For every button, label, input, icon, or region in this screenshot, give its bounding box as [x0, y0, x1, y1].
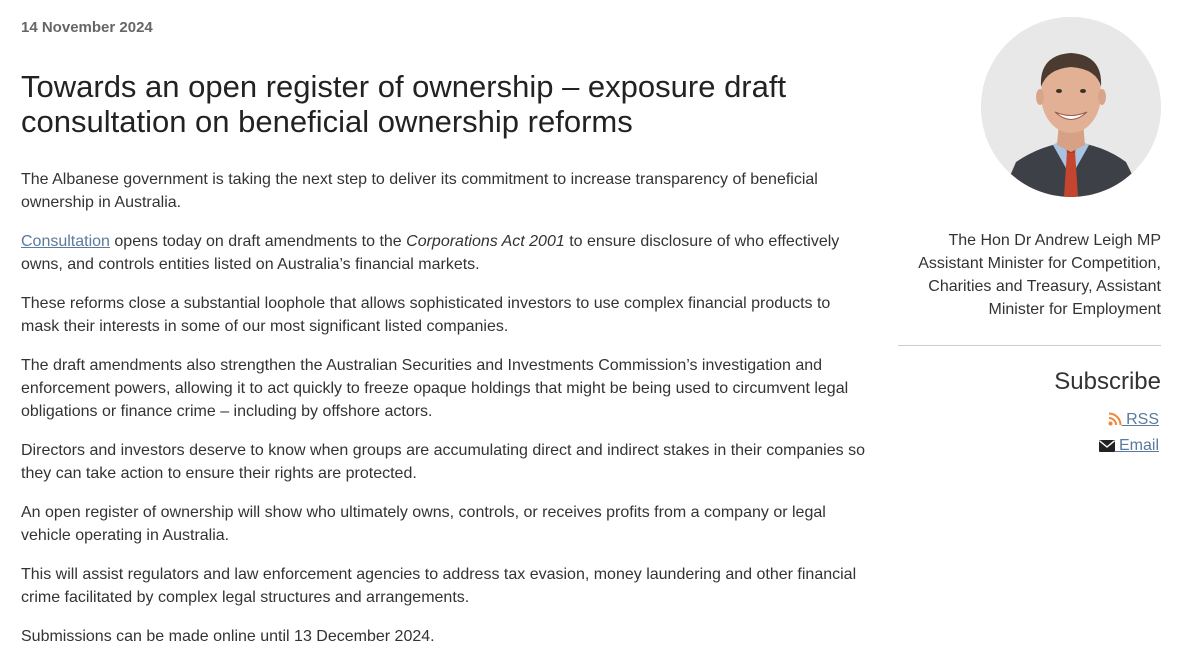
rss-icon: [1108, 412, 1122, 426]
article-body: [21, 168, 871, 648]
page-title: Towards an open register of ownership – exposure draft consultation on beneficial ownership reforms: [21, 69, 787, 139]
rss-label: RSS: [1121, 411, 1159, 428]
divider: [898, 345, 1161, 346]
consultation-link[interactable]: Consultation: [21, 233, 110, 250]
subscribe-heading: Subscribe: [1054, 368, 1161, 395]
rss-link[interactable]: [1099, 407, 1159, 433]
minister-portrait-icon: [981, 17, 1161, 197]
paragraph-3: These reforms close a substantial loophole that allows sophisticated investors to use complex financial products to mask their interests in some of our most significant listed companies.: [21, 295, 831, 335]
minister-name: The Hon Dr Andrew Leigh MP: [948, 232, 1161, 249]
subscribe-links: [1099, 407, 1159, 459]
publish-date: 14 November 2024: [21, 19, 153, 36]
paragraph-6: An open register of ownership will show who ultimately owns, controls, or receives profits from a company or legal vehicle operating in Australia.: [21, 504, 826, 544]
envelope-icon: [1099, 440, 1115, 452]
paragraph-7: This will assist regulators and law enforcement agencies to address tax evasion, money laundering and other financial crime facilitated by complex legal structures and arrangements.: [21, 566, 857, 606]
paragraph-8: Submissions can be made online until 13 December 2024.: [21, 628, 435, 645]
minister-title: Assistant Minister for Competition, Charities and Treasury, Assistant Minister for Employment: [918, 255, 1161, 318]
email-label: Email: [1114, 437, 1159, 454]
act-name: Corporations Act 2001: [406, 233, 565, 250]
email-link[interactable]: [1099, 433, 1159, 459]
minister-info: [898, 229, 1161, 321]
paragraph-1: The Albanese government is taking the next step to deliver its commitment to increase transparency of beneficial ownership in Australia.: [21, 171, 818, 211]
minister-photo: [981, 17, 1161, 197]
paragraph-2-text-b: to ensure disclosure of who effectively owns, and controls entities listed on Australia’s financial markets.: [21, 233, 840, 273]
article: [21, 0, 871, 664]
paragraph-2-text-a: opens today on draft amendments to the: [109, 233, 407, 250]
paragraph-4: The draft amendments also strengthen the Australian Securities and Investments Commission’s investigation and enforcement powers, allowing it to act quickly to freeze opaque holdings that might be being used to circumvent legal obligations or finance crime – including by offshore actors.: [21, 357, 849, 420]
paragraph-2: [21, 230, 871, 276]
paragraph-5: Directors and investors deserve to know when groups are accumulating direct and indirect stakes in their companies so they can take action to ensure their rights are protected.: [21, 442, 865, 482]
